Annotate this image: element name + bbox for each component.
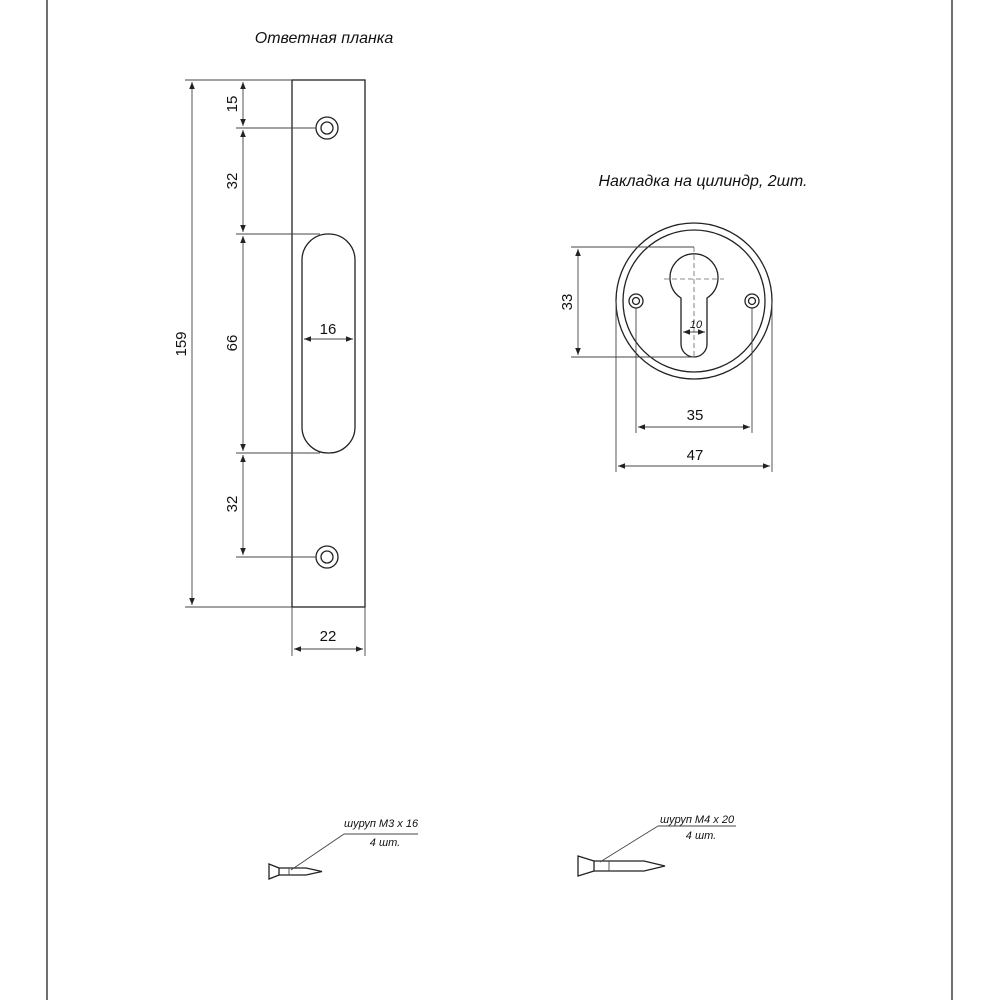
bottom-screw-hole-inner xyxy=(321,551,333,563)
screw-m3-qty: 4 шт. xyxy=(369,837,401,849)
dim-slot-width: 16 xyxy=(319,321,337,338)
dim-hole-spacing: 35 xyxy=(686,407,704,424)
screw-m4-shank xyxy=(594,861,665,871)
screw-m3-label: шуруп М3 х 16 xyxy=(343,818,419,830)
strike-plate xyxy=(292,80,365,607)
strike-plate-slot xyxy=(302,234,355,453)
screw-m4-head xyxy=(578,856,594,876)
dim-keyhole-height: 33 xyxy=(559,293,576,311)
dim-total-height: 159 xyxy=(173,331,190,357)
bottom-screw-hole-outer xyxy=(316,546,338,568)
screw-m3-leader xyxy=(291,834,344,870)
screw-m3-shank xyxy=(279,868,322,875)
screw-m3-head xyxy=(269,864,279,879)
right-mount-hole-outer xyxy=(745,294,759,308)
right-mount-hole-inner xyxy=(749,298,756,305)
dim-keyhole-slot: 10 xyxy=(689,319,703,331)
dim-outer-diameter: 47 xyxy=(686,447,704,464)
left-mount-hole-outer xyxy=(629,294,643,308)
screw-m4-label: шуруп М4 х 20 xyxy=(659,814,735,826)
strike-plate-body xyxy=(292,80,365,607)
top-screw-hole-inner xyxy=(321,122,333,134)
left-mount-hole-inner xyxy=(633,298,640,305)
escutcheon-title: Накладка на цилиндр, 2шт. xyxy=(598,173,808,190)
dim-top-offset: 15 xyxy=(224,95,241,113)
dim-plate-width: 22 xyxy=(319,628,337,645)
screw-m4-qty: 4 шт. xyxy=(685,830,717,842)
dim-upper-gap: 32 xyxy=(224,172,241,190)
dim-slot-height: 66 xyxy=(224,334,241,352)
dim-lower-gap: 32 xyxy=(224,495,241,513)
screw-m4-leader xyxy=(600,826,658,862)
strike-plate-title: Ответная планка xyxy=(254,30,394,47)
top-screw-hole-outer xyxy=(316,117,338,139)
cylinder-escutcheon xyxy=(616,223,772,379)
